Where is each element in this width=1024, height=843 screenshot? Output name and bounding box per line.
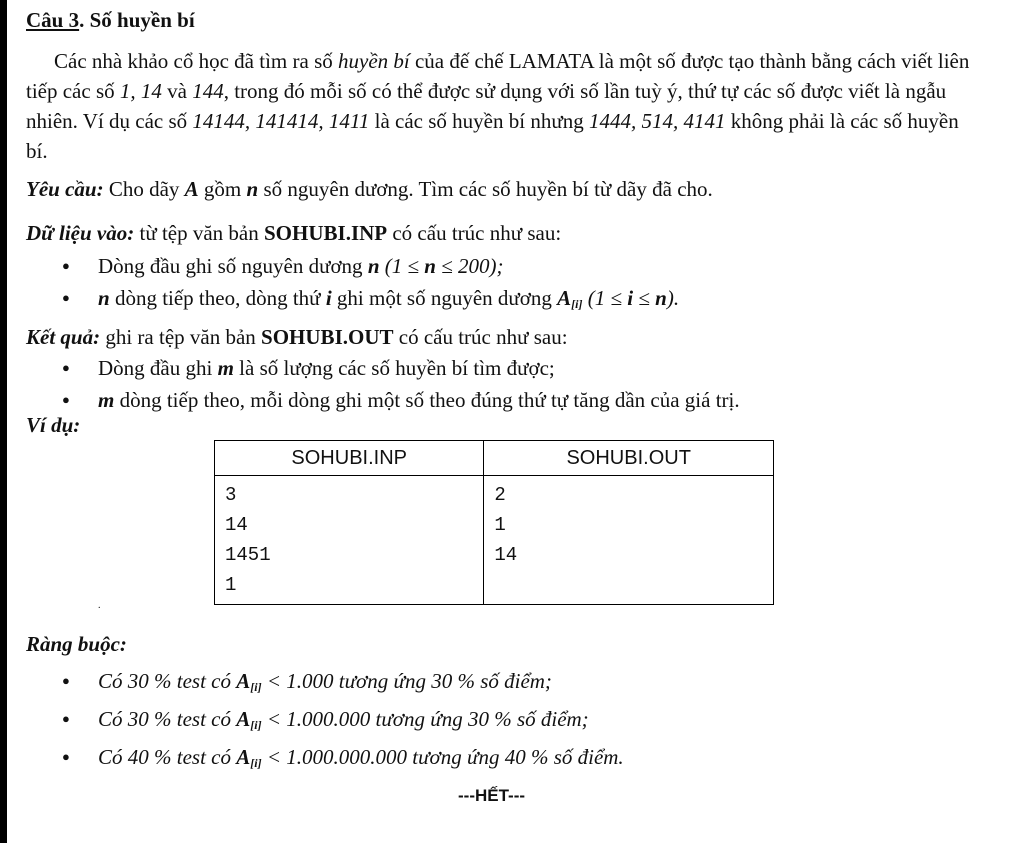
input-text: có cấu trúc như sau:: [387, 221, 562, 245]
intro-text: và: [161, 79, 193, 103]
intro-text: không phải là các số huyền bí.: [26, 109, 959, 163]
var-m: m: [217, 356, 234, 380]
list-item: [62, 282, 679, 320]
output-bullets: [62, 352, 740, 416]
input-line: 3: [225, 484, 237, 506]
constraint-text: < 1.000.000.000 tương ứng 40 % số điểm.: [261, 745, 624, 769]
question-number: Câu 3: [26, 8, 80, 32]
subscript: [i]: [250, 680, 262, 694]
var-n: n: [424, 254, 436, 278]
intro-text: của đế chế LAMATA là một số được tạo thành bằng cách viết liên tiếp các số: [26, 49, 970, 103]
intro-examples-valid: 14144, 141414, 1411: [192, 109, 370, 133]
intro-numbers: 144: [192, 79, 224, 103]
output-line: 1: [494, 514, 506, 536]
var-i: i: [325, 286, 332, 310]
requirement-text: số nguyên dương. Tìm các số huyền bí từ dãy đã cho.: [258, 177, 713, 201]
var-n: n: [367, 254, 380, 278]
list-item: [62, 741, 624, 779]
constraint-text: Có 40 % test có: [98, 745, 237, 769]
var-a: A: [236, 745, 251, 769]
var-a: A: [236, 707, 251, 731]
list-item: [62, 703, 624, 741]
output-filename: SOHUBI.OUT: [261, 325, 394, 349]
input-label: Dữ liệu vào:: [26, 221, 135, 245]
intro-term: huyền bí: [338, 49, 410, 73]
example-table: [214, 440, 774, 605]
bullet-text: dòng tiếp theo, dòng thứ: [109, 286, 326, 310]
intro-paragraph: [26, 46, 971, 166]
bullet-text: Dòng đầu ghi: [98, 356, 218, 380]
left-edge-bar: [0, 0, 7, 843]
input-filename: SOHUBI.INP: [264, 221, 388, 245]
input-column-header: SOHUBI.INP: [215, 441, 484, 476]
list-item: [62, 665, 624, 703]
input-bullets: [62, 250, 679, 320]
output-section-heading: [26, 322, 971, 352]
constraints-list: [62, 665, 624, 779]
var-n: n: [246, 177, 259, 201]
input-line: 14: [225, 514, 248, 536]
constraint-text: < 1.000 tương ứng 30 % số điểm;: [261, 669, 552, 693]
input-text: từ tệp văn bản: [134, 221, 264, 245]
constraints-label: Ràng buộc:: [26, 632, 127, 656]
intro-numbers: 1, 14: [119, 79, 162, 103]
bullet-text: là số lượng các số huyền bí tìm được;: [233, 356, 555, 380]
intro-text: , trong đó mỗi số có thể được sử dụng với số lần tuỳ ý, thứ tự các số được viết là ngẫu nhiên. Ví dụ các số: [26, 79, 947, 133]
intro-text: là các số huyền bí nhưng: [369, 109, 589, 133]
range-text: (1 ≤: [582, 286, 628, 310]
question-title: [26, 8, 195, 33]
list-item: [62, 352, 740, 384]
stray-dot: .: [98, 600, 101, 611]
output-column-header: SOHUBI.OUT: [484, 441, 774, 476]
output-line: 14: [494, 544, 518, 566]
requirement-label: Yêu cầu:: [26, 177, 104, 201]
end-mark: ---HẾT---: [458, 786, 526, 805]
range-text: ≤ 200);: [435, 254, 504, 278]
var-n: n: [655, 286, 667, 310]
input-section-heading: [26, 218, 971, 248]
input-line: 1451: [225, 544, 271, 566]
var-a: A: [184, 177, 199, 201]
var-m: m: [98, 388, 115, 412]
constraint-text: < 1.000.000 tương ứng 30 % số điểm;: [261, 707, 589, 731]
var-a: A: [236, 669, 251, 693]
bullet-text: Dòng đầu ghi số nguyên dương: [98, 254, 368, 278]
subscript: [i]: [250, 756, 262, 770]
var-a: A: [557, 286, 572, 310]
subscript: [i]: [250, 718, 262, 732]
constraint-text: Có 30 % test có: [98, 669, 237, 693]
range-text: ≤: [633, 286, 656, 310]
output-text: có cấu trúc như sau:: [393, 325, 568, 349]
output-line: 2: [494, 484, 506, 506]
var-i: i: [627, 286, 634, 310]
range-text: (1 ≤: [379, 254, 425, 278]
intro-examples-invalid: 1444, 514, 4141: [588, 109, 726, 133]
output-label: Kết quả:: [26, 325, 101, 349]
range-text: ).: [666, 286, 680, 310]
requirement-line: [26, 174, 971, 204]
bullet-text: dòng tiếp theo, mỗi dòng ghi một số theo đúng thứ tự tăng dần của giá trị.: [114, 388, 740, 412]
input-line: 1: [225, 574, 237, 596]
question-name: . Số huyền bí: [79, 8, 195, 32]
intro-text: Các nhà khảo cổ học đã tìm ra số: [54, 49, 338, 73]
output-cell: [484, 476, 774, 605]
requirement-text: gồm: [198, 177, 247, 201]
output-text: ghi ra tệp văn bản: [100, 325, 262, 349]
var-n: n: [98, 286, 110, 310]
list-item: [62, 250, 679, 282]
subscript: [i]: [571, 297, 583, 311]
constraint-text: Có 30 % test có: [98, 707, 237, 731]
requirement-text: Cho dãy: [103, 177, 185, 201]
bullet-text: ghi một số nguyên dương: [331, 286, 558, 310]
example-label: Ví dụ:: [26, 413, 81, 437]
input-cell: [215, 476, 484, 605]
list-item: [62, 384, 740, 416]
